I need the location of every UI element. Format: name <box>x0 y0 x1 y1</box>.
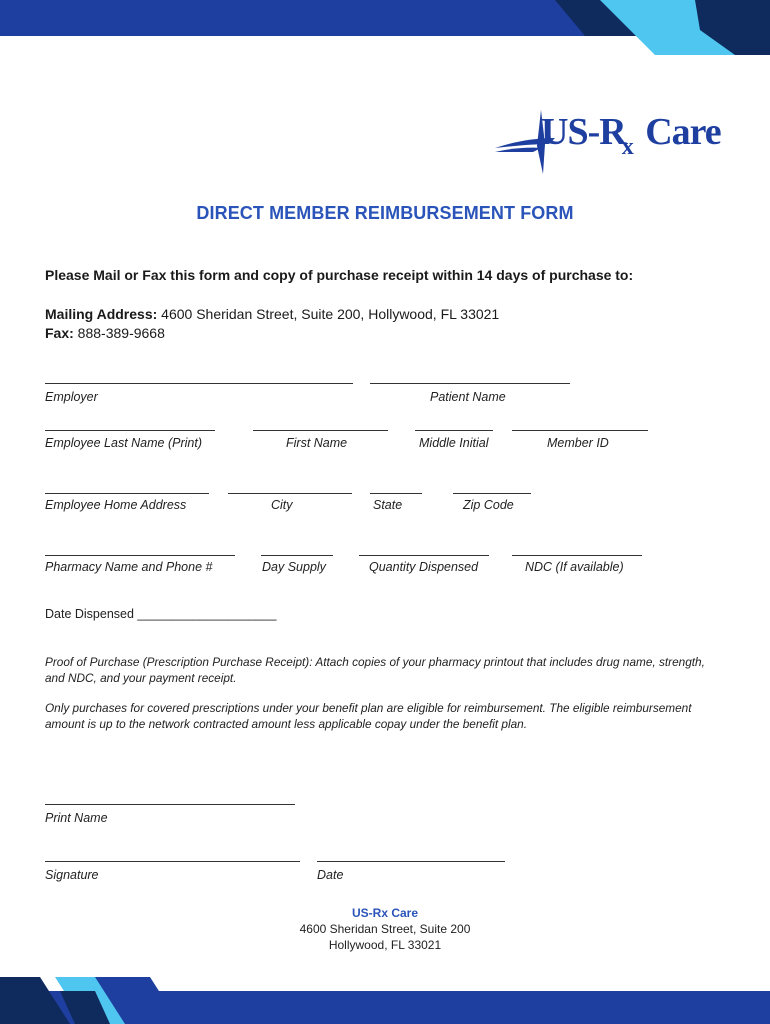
middle-initial-label: Middle Initial <box>419 436 489 450</box>
date-label: Date <box>317 868 344 882</box>
city-line[interactable] <box>228 493 352 494</box>
print-name-label: Print Name <box>45 811 108 825</box>
contact-block <box>45 305 499 343</box>
us-rx-care-logo <box>493 108 721 178</box>
state-line[interactable] <box>370 493 422 494</box>
quantity-dispensed-label: Quantity Dispensed <box>369 560 479 574</box>
state-label: State <box>373 498 403 512</box>
zip-code-label: Zip Code <box>463 498 514 512</box>
home-address-line[interactable] <box>45 493 209 494</box>
city-label: City <box>271 498 293 512</box>
employer-label: Employer <box>45 390 98 404</box>
logo-wordmark: $US-R_x$ Care <box>541 111 721 160</box>
first-name-line[interactable] <box>253 430 388 431</box>
pharmacy-label: Pharmacy Name and Phone # <box>45 560 213 574</box>
footer-street: 4600 Sheridan Street, Suite 200 <box>299 922 471 936</box>
header-band <box>0 0 770 55</box>
fax-number: Fax: 888-389-9668 <box>45 325 165 341</box>
footer-band <box>0 977 770 1024</box>
proof-of-purchase-note: Proof of Purchase (Prescription Purchase Receipt): Attach copies of your pharmacy printout that includes drug name, strength, and NDC, and your payment receipt. <box>45 655 705 685</box>
print-name-line[interactable] <box>45 804 295 805</box>
patient-name-line[interactable] <box>370 383 570 384</box>
day-supply-line[interactable] <box>261 555 333 556</box>
employer-line[interactable] <box>45 383 353 384</box>
ndc-label: NDC (If available) <box>525 560 624 574</box>
member-id-label: Member ID <box>547 436 609 450</box>
member-id-line[interactable] <box>512 430 648 431</box>
first-name-label: First Name <box>286 436 348 450</box>
home-address-label: Employee Home Address <box>45 498 187 512</box>
employee-last-name-label: Employee Last Name (Print) <box>45 436 203 450</box>
mailing-address: Mailing Address: 4600 Sheridan Street, Suite 200, Hollywood, FL 33021 <box>45 306 500 322</box>
employee-last-name-line[interactable] <box>45 430 215 431</box>
date-dispensed-field[interactable]: Date Dispensed ____________________ <box>45 607 277 621</box>
ndc-line[interactable] <box>512 555 642 556</box>
pharmacy-line[interactable] <box>45 555 235 556</box>
middle-initial-line[interactable] <box>415 430 493 431</box>
date-line[interactable] <box>317 861 505 862</box>
intro-text: Please Mail or Fax this form and copy of purchase receipt within 14 days of purchase to: <box>45 267 634 283</box>
signature-line[interactable] <box>45 861 300 862</box>
footer-company: US-Rx Care <box>351 906 419 920</box>
quantity-dispensed-line[interactable] <box>359 555 489 556</box>
form-title: DIRECT MEMBER REIMBURSEMENT FORM <box>196 203 574 223</box>
day-supply-label: Day Supply <box>262 560 326 574</box>
zip-code-line[interactable] <box>453 493 531 494</box>
patient-name-label: Patient Name <box>430 390 506 404</box>
footer-address <box>0 905 770 953</box>
signature-label: Signature <box>45 868 99 882</box>
eligibility-note: Only purchases for covered prescriptions under your benefit plan are eligible for reimbursement. The eligible reimbursement amount is up to the network contracted amount less applicable copay under the benefit plan. <box>45 701 692 731</box>
footer-city: Hollywood, FL 33021 <box>328 938 442 952</box>
